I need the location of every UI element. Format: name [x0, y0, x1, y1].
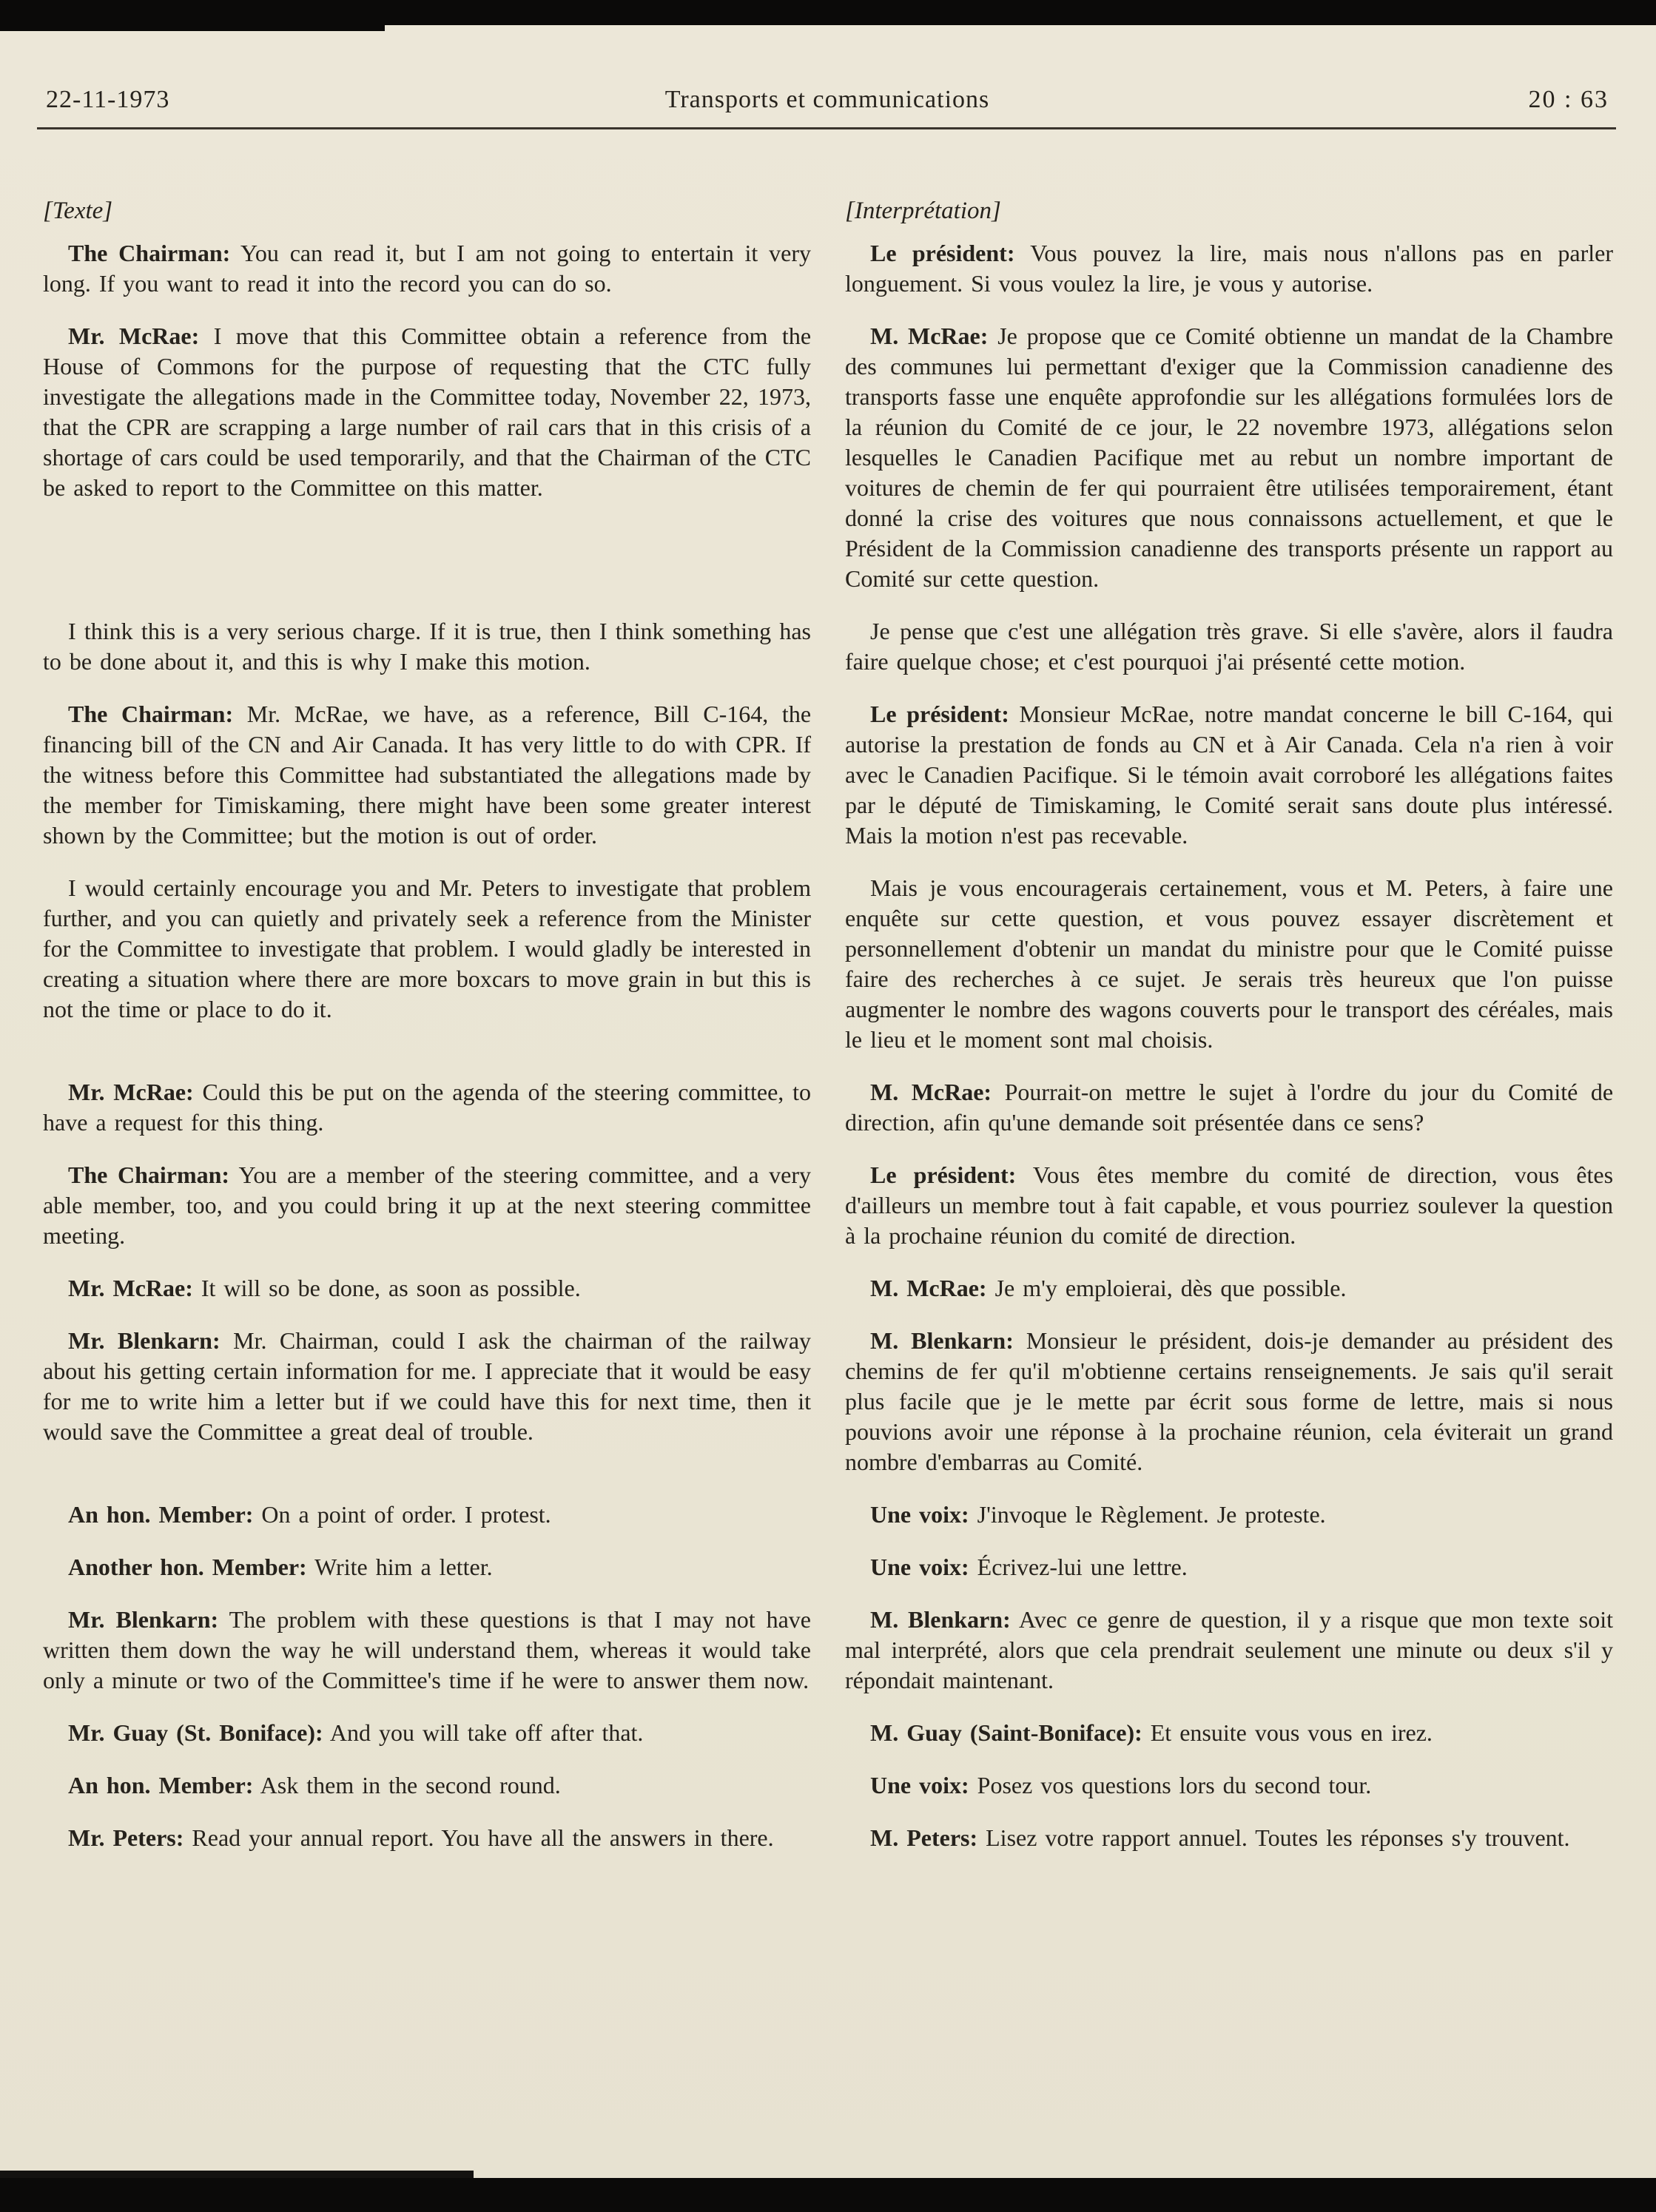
speaker-name: The Chairman: [68, 1161, 230, 1188]
speech-en [43, 1273, 811, 1304]
speech-en [43, 1326, 811, 1447]
speech-text: Read your annual report. You have all the answers in there. [192, 1824, 774, 1851]
speech-text: On a point of order. I protest. [261, 1501, 551, 1528]
speaker-name: An hon. Member: [68, 1772, 254, 1798]
header-date: 22-11-1973 [46, 86, 170, 113]
speech-fr [845, 616, 1613, 677]
speaker-name: An hon. Member: [68, 1501, 254, 1528]
speech-text: Mr. McRae, we have, as a reference, Bill C-164, the financing bill of the CN and Air Canada. It has very little to do with CPR. If the witness before this Committee had substantiated the allegations made by the member for Timiskaming, there might have been some greater interest shown by the Committee; but the motion is out of order. [43, 701, 812, 849]
speech-fr [845, 873, 1613, 1055]
speech-text: Write him a letter. [314, 1554, 493, 1580]
speech-text: Je pense que c'est une allégation très grave. Si elle s'avère, alors il faudra faire quelque chose; et c'est pourquoi j'ai présenté cette motion. [845, 618, 1613, 675]
paragraph-pair [43, 1823, 1613, 1853]
speech-en [43, 616, 811, 677]
speech-fr [845, 238, 1613, 299]
paragraph-pair [43, 1500, 1613, 1530]
speech-text: Je propose que ce Comité obtienne un mandat de la Chambre des communes lui permettant d'exiger que la Commission canadienne des transports fasse une enquête approfondie sur les allégations formulées lors de la réunion du Comité de ce jour, le 22 novembre 1973, allégations selon lesquelles le Canadien Pacifique met au rebut un nombre important de voitures de chemin de fer qui pourraient être utilisées temporairement, étant donné la crise des voitures que nous connaissons actuellement, et que le Président de la Commission canadienne des transports présente un rapport au Comité sur cette question. [845, 323, 1614, 592]
speech-text: Vous êtes membre du comité de direction, vous êtes d'ailleurs un membre tout à fait capable, et vous pourriez soulever la question à la prochaine réunion du comité de direction. [845, 1161, 1614, 1249]
scan-edge-bottom [0, 2178, 1656, 2212]
speech-en [43, 699, 811, 851]
speaker-name: Une voix: [870, 1772, 969, 1798]
paragraph-pair [43, 699, 1613, 851]
speaker-name: The Chairman: [68, 240, 231, 266]
speaker-name: M. McRae: [870, 1079, 992, 1105]
speech-fr [845, 1273, 1613, 1304]
speaker-name: Mr. Blenkarn: [68, 1327, 221, 1354]
speech-en [43, 1552, 811, 1582]
speech-fr [845, 321, 1613, 594]
speaker-name: Le président: [870, 701, 1009, 727]
speech-en [43, 1077, 811, 1138]
speech-text: The problem with these questions is that I may not have written them down the way he will understand them, whereas it would take only a minute or two of the Committee's time if he were to answer them now. [43, 1606, 812, 1693]
speaker-name: Mr. McRae: [68, 1079, 194, 1105]
speech-text: Mais je vous encouragerais certainement, vous et M. Peters, à faire une enquête sur cette question, et vous pouvez essayer discrètement et personnellement d'obtenir un mandat du ministre pour que le Comité puisse faire des recherches à ce sujet. Je serais très heureux que l'on puisse augmenter le nombre des wagons couverts pour le transport des céréales, mais le lieu et le moment sont mal choisis. [845, 874, 1613, 1053]
speech-text: Lisez votre rapport annuel. Toutes les réponses s'y trouvent. [986, 1824, 1570, 1851]
speech-text: Ask them in the second round. [260, 1772, 561, 1798]
header-title: Transports et communications [664, 86, 990, 113]
paragraph-pair [43, 1718, 1613, 1748]
speaker-name: M. Guay (Saint-Boniface): [870, 1719, 1142, 1746]
speech-en [43, 321, 811, 503]
speaker-name: Le président: [870, 1161, 1017, 1188]
speaker-name: Une voix: [870, 1501, 969, 1528]
speech-text: You are a member of the steering committee, and a very able member, too, and you could bring it up at the next steering committee meeting. [43, 1161, 812, 1249]
speech-en [43, 1823, 811, 1853]
paragraph-pair [43, 873, 1613, 1055]
speech-text: Posez vos questions lors du second tour. [977, 1772, 1372, 1798]
column-heading-interpretation: [Interprétation] [845, 198, 1001, 224]
speech-text: Pourrait-on mettre le sujet à l'ordre du jour du Comité de direction, afin qu'une demande soit présentée dans ce sens? [845, 1079, 1614, 1136]
speech-text: Mr. Chairman, could I ask the chairman of the railway about his getting certain information for me. I appreciate that it would be easy for me to write him a letter but if we could have this for next time, then it would save the Committee a great deal of trouble. [43, 1327, 812, 1445]
speech-fr [845, 1326, 1613, 1477]
column-heading-texte: [Texte] [43, 198, 113, 224]
speaker-name: Une voix: [870, 1554, 969, 1580]
speech-text: J'invoque le Règlement. Je proteste. [977, 1501, 1326, 1528]
speech-fr [845, 699, 1613, 851]
speaker-name: Mr. McRae: [68, 1275, 193, 1301]
speech-text: It will so be done, as soon as possible. [201, 1275, 581, 1301]
speaker-name: M. Peters: [870, 1824, 978, 1851]
speech-fr [845, 1823, 1613, 1853]
speech-text: I move that this Committee obtain a reference from the House of Commons for the purpose of requesting that the CTC fully investigate the allegations made in the Committee today, November 22, 1973, that the CPR are scrapping a large number of rail cars that in this crisis of a shortage of cars could be used temporarily, and that the Chairman of the CTC be asked to report to the Committee on this matter. [43, 323, 812, 501]
speech-fr [845, 1770, 1613, 1801]
header-page-number: 20 : 63 [1528, 86, 1609, 113]
speech-text: I would certainly encourage you and Mr. Peters to investigate that problem further, and you can quietly and privately seek a reference from the Minister for the Committee to investigate that problem. I would gladly be interested in creating a situation where there are more boxcars to move grain in but this is not the time or place to do it. [43, 874, 811, 1022]
speech-en [43, 1770, 811, 1801]
speaker-name: M. Blenkarn: [870, 1606, 1011, 1633]
speech-fr [845, 1500, 1613, 1530]
speech-text: Monsieur le président, dois-je demander au président des chemins de fer qu'il m'obtienne certains renseignements. Je sais qu'il serait plus facile que je le mette par écrit sous forme de lettre, mais si nous pouvions avoir une réponse à la prochaine réunion, cela éviterait un grand nombre d'embarras au Comité. [845, 1327, 1614, 1475]
speech-text: And you will take off after that. [329, 1719, 644, 1746]
paragraph-pair [43, 1077, 1613, 1138]
speech-text: Et ensuite vous vous en irez. [1150, 1719, 1433, 1746]
speech-text: Avec ce genre de question, il y a risque que mon texte soit mal interprété, alors que cela prendrait seulement une minute ou deux s'il y répondait maintenant. [845, 1606, 1614, 1693]
speech-en [43, 1160, 811, 1251]
speaker-name: The Chairman: [68, 701, 234, 727]
paragraph-pair [43, 1552, 1613, 1582]
speaker-name: Mr. Blenkarn: [68, 1606, 219, 1633]
speaker-name: M. Blenkarn: [870, 1327, 1014, 1354]
speaker-name: Another hon. Member: [68, 1554, 307, 1580]
speech-fr [845, 1605, 1613, 1696]
speaker-name: M. McRae: [870, 323, 989, 349]
speech-text: Écrivez-lui une lettre. [977, 1554, 1188, 1580]
paragraph-pair [43, 616, 1613, 677]
speaker-name: Mr. Guay (St. Boniface): [68, 1719, 323, 1746]
speech-fr [845, 1077, 1613, 1138]
speech-en [43, 1718, 811, 1748]
paragraph-pair [43, 1160, 1613, 1251]
paragraph-pair [43, 1273, 1613, 1304]
speech-text: I think this is a very serious charge. If it is true, then I think something has to be done about it, and this is why I make this motion. [43, 618, 811, 675]
paragraph-pair [43, 238, 1613, 299]
speaker-name: M. McRae: [870, 1275, 987, 1301]
paragraph-pair [43, 1326, 1613, 1477]
speech-text: Could this be put on the agenda of the steering committee, to have a request for this thing. [43, 1079, 812, 1136]
speech-en [43, 1500, 811, 1530]
column-headings [0, 198, 1656, 225]
paragraph-pair [43, 1605, 1613, 1696]
speech-text: Je m'y emploierai, dès que possible. [994, 1275, 1347, 1301]
speaker-name: Mr. McRae: [68, 323, 200, 349]
speech-en [43, 1605, 811, 1696]
speech-fr [845, 1552, 1613, 1582]
paragraph-pairs [0, 238, 1656, 1853]
speech-fr [845, 1718, 1613, 1748]
speaker-name: Le président: [870, 240, 1015, 266]
header-rule [37, 127, 1616, 129]
speech-text: You can read it, but I am not going to entertain it very long. If you want to read it into the record you can do so. [43, 240, 812, 297]
speech-fr [845, 1160, 1613, 1251]
speech-en [43, 238, 811, 299]
scan-edge-top [0, 0, 1656, 25]
speech-text: Vous pouvez la lire, mais nous n'allons pas en parler longuement. Si vous voulez la lire, je vous y autorise. [845, 240, 1614, 297]
paragraph-pair [43, 321, 1613, 594]
speaker-name: Mr. Peters: [68, 1824, 184, 1851]
speech-en [43, 873, 811, 1025]
paragraph-pair [43, 1770, 1613, 1801]
speech-text: Monsieur McRae, notre mandat concerne le bill C-164, qui autorise la prestation de fonds au CN et à Air Canada. Cela n'a rien à voir avec le Canadien Pacifique. Si le témoin avait corroboré les allégations faites par le député de Timiskaming, le Comité serait sans doute plus intéressé. Mais la motion n'est pas recevable. [845, 701, 1614, 849]
